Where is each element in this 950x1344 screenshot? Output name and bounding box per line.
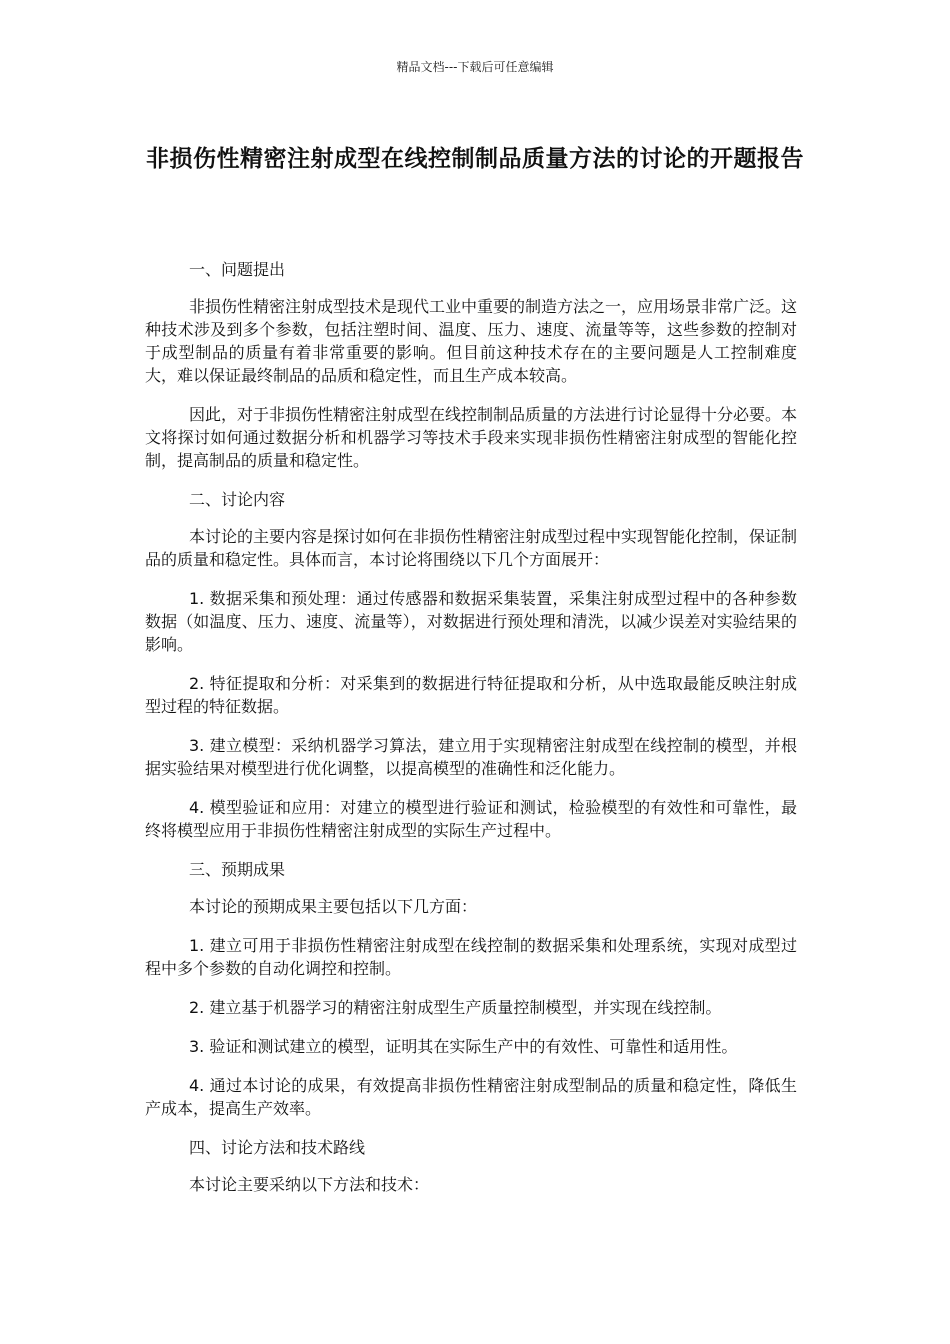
paragraph: 本讨论的预期成果主要包括以下几方面： (189, 897, 478, 916)
list-item: 1. 数据采集和预处理：通过传感器和数据采集装置，采集注射成型过程中的各种参数数据（如温度、压力、速度、流量等），对数据进行预处理和清洗，以减少误差对实验结果的影响。 (145, 589, 797, 654)
section-heading: 二、讨论内容 (189, 490, 286, 509)
section-heading: 四、讨论方法和技术路线 (189, 1138, 366, 1157)
paragraph: 本讨论主要采纳以下方法和技术： (189, 1175, 430, 1194)
header-note: 精品文档---下载后可任意编辑 (396, 60, 554, 74)
paragraph: 非损伤性精密注射成型技术是现代工业中重要的制造方法之一，应用场景非常广泛。这种技术涉及到多个参数，包括注塑时间、温度、压力、速度、流量等等，这些参数的控制对于成型制品的质量有着非常重要的影响。但目前这种技术存在的主要问题是人工控制难度大，难以保证最终制品的品质和稳定性，而且生产成本较高。 (145, 297, 798, 385)
paragraph: 因此，对于非损伤性精密注射成型在线控制制品质量的方法进行讨论显得十分必要。本文将探讨如何通过数据分析和机器学习等技术手段来实现非损伤性精密注射成型的智能化控制，提高制品的质量和稳定性。 (145, 405, 798, 470)
document-title: 非损伤性精密注射成型在线控制制品质量方法的讨论的开题报告 (146, 146, 804, 172)
list-item: 3. 验证和测试建立的模型，证明其在实际生产中的有效性、可靠性和适用性。 (189, 1037, 738, 1056)
list-item: 2. 特征提取和分析：对采集到的数据进行特征提取和分析，从中选取最能反映注射成型过程的特征数据。 (145, 674, 797, 716)
list-item: 3. 建立模型：采纳机器学习算法，建立用于实现精密注射成型在线控制的模型，并根据实验结果对模型进行优化调整，以提高模型的准确性和泛化能力。 (145, 736, 797, 778)
list-item: 4. 通过本讨论的成果，有效提高非损伤性精密注射成型制品的质量和稳定性，降低生产成本，提高生产效率。 (145, 1076, 797, 1118)
section-heading: 三、预期成果 (189, 860, 286, 879)
list-item: 1. 建立可用于非损伤性精密注射成型在线控制的数据采集和处理系统，实现对成型过程中多个参数的自动化调控和控制。 (145, 936, 797, 978)
list-item: 2. 建立基于机器学习的精密注射成型生产质量控制模型，并实现在线控制。 (189, 998, 722, 1017)
paragraph: 本讨论的主要内容是探讨如何在非损伤性精密注射成型过程中实现智能化控制，保证制品的质量和稳定性。具体而言，本讨论将围绕以下几个方面展开： (145, 527, 798, 569)
list-item: 4. 模型验证和应用：对建立的模型进行验证和测试，检验模型的有效性和可靠性，最终将模型应用于非损伤性精密注射成型的实际生产过程中。 (145, 798, 797, 840)
document-body (145, 258, 797, 1212)
section-heading: 一、问题提出 (189, 260, 286, 279)
